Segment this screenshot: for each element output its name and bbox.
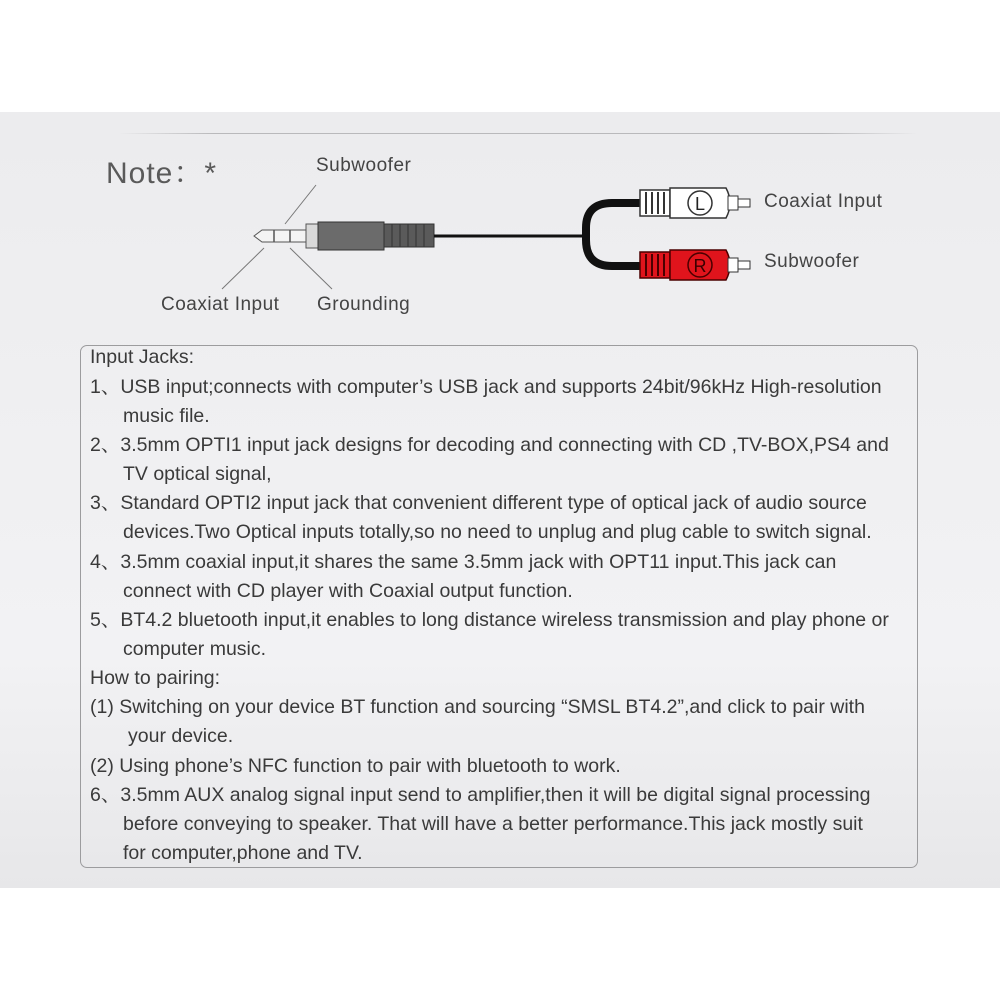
list-item-2: 2、3.5mm OPTI1 input jack designs for decoding and connecting with CD ,TV-BOX,PS4 and bbox=[90, 434, 889, 456]
list-item-6-cont: before conveying to speaker. That will have a better performance.This jack mostly suit bbox=[123, 813, 863, 835]
list-item-6-cont2: for computer,phone and TV. bbox=[123, 842, 363, 864]
list-item-1: 1、USB input;connects with computer’s USB jack and supports 24bit/96kHz High-resolution bbox=[90, 376, 882, 398]
pairing-step-1-cont: your device. bbox=[128, 725, 234, 747]
cable-icon bbox=[434, 203, 640, 266]
label-coaxial-input-right: Coaxiat Input bbox=[764, 191, 883, 212]
list-item-1-cont: music file. bbox=[123, 405, 210, 427]
leader-line-coaxial bbox=[222, 248, 264, 289]
pairing-step-2: (2) Using phone’s NFC function to pair with bluetooth to work. bbox=[90, 755, 621, 777]
label-grounding: Grounding bbox=[317, 294, 411, 315]
leader-line-grounding bbox=[290, 248, 332, 289]
list-item-4: 4、3.5mm coaxial input,it shares the same 3.5mm jack with OPT11 input.This jack can bbox=[90, 551, 837, 573]
list-item-6: 6、3.5mm AUX analog signal input send to amplifier,then it will be digital signal processing bbox=[90, 784, 871, 806]
aux-jack-icon bbox=[254, 222, 434, 250]
plug-left-letter: L bbox=[694, 194, 706, 214]
pairing-step-1: (1) Switching on your device BT function and sourcing “SMSL BT4.2”,and click to pair with bbox=[90, 696, 865, 718]
list-item-3: 3、Standard OPTI2 input jack that convenient different type of optical jack of audio source bbox=[90, 492, 867, 514]
list-item-2-cont: TV optical signal, bbox=[123, 463, 272, 485]
heading-how-to-pairing: How to pairing: bbox=[90, 667, 221, 689]
heading-input-jacks: Input Jacks: bbox=[90, 346, 195, 368]
label-subwoofer-right: Subwoofer bbox=[764, 251, 860, 272]
note-title: Note：* bbox=[106, 157, 218, 190]
leader-line-subwoofer bbox=[285, 185, 316, 224]
plug-right-letter: R bbox=[693, 256, 707, 276]
list-item-5: 5、BT4.2 bluetooth input,it enables to long distance wireless transmission and play phone or bbox=[90, 609, 889, 631]
list-item-3-cont: devices.Two Optical inputs totally,so no need to unplug and plug cable to switch signal. bbox=[123, 521, 872, 543]
list-item-4-cont: connect with CD player with Coaxial output function. bbox=[123, 580, 573, 602]
cable-diagram bbox=[0, 0, 1000, 340]
list-item-5-cont: computer music. bbox=[123, 638, 267, 660]
label-subwoofer-top: Subwoofer bbox=[316, 155, 412, 176]
label-coaxial-input: Coaxiat Input bbox=[161, 294, 280, 315]
